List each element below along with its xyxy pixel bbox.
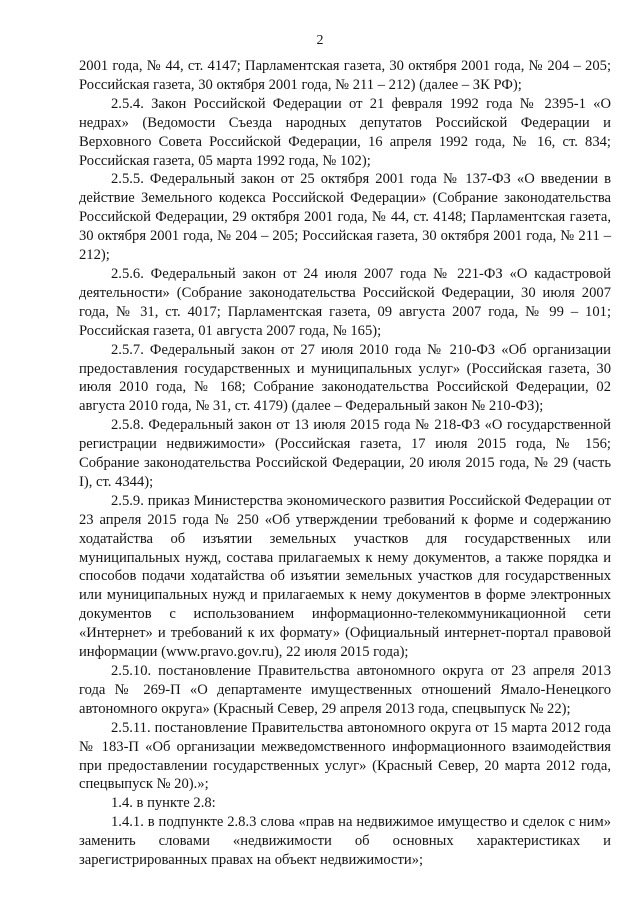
paragraph-1-4: 1.4. в пункте 2.8: xyxy=(111,795,216,812)
paragraph-2-5-8: 2.5.8. Федеральный закон от 13 июля 2015 года № 218-ФЗ «О государственной регистрации недвижимости» (Российская газета, 17 июля 2015 года, № 156; Собрание законодательства Российской Федерации, 20 июля 2015 года, № 29 (часть I), ст. 4344); xyxy=(79,417,611,490)
paragraph-2-5-7: 2.5.7. Федеральный закон от 27 июля 2010 года № 210-ФЗ «Об организации предоставления государственных и муниципальных услуг» (Российская газета, 30 июля 2010 года, № 168; Собрание законодательства Российской Федерации, 02 августа 2010 года, № 31, ст. 4179) (далее – Федеральный закон № 210-ФЗ); xyxy=(79,341,611,415)
paragraph-1-4-1: 1.4.1. в подпункте 2.8.3 слова «прав на недвижимое имущество и сделок с ним» заменить словами «недвижимости об основных характеристиках и зарегистрированных правах на объект недвижимости»; xyxy=(79,814,611,869)
paragraph-continuation: 2001 года, № 44, ст. 4147; Парламентская газета, 30 октября 2001 года, № 204 – 205; Российская газета, 30 октября 2001 года, № 211 – 212) (далее – ЗК РФ); xyxy=(79,58,611,93)
paragraph-2-5-4: 2.5.4. Закон Российской Федерации от 21 февраля 1992 года № 2395-1 «О недрах» (Ведомости Съезда народных депутатов Российской Федерации и Верховного Совета Российской Федерации, 16 апреля 1992 года, № 16, ст. 834; Российская газета, 05 марта 1992 года, № 102); xyxy=(79,95,611,169)
paragraph-2-5-11: 2.5.11. постановление Правительства автономного округа от 15 марта 2012 года № 183-П «Об организации межведомственного информационного взаимодействия при предоставлении государственных услуг» (Красный Север, 20 марта 2012 года, спецвыпуск № 20).»; xyxy=(79,719,611,793)
document-body xyxy=(79,57,611,870)
paragraph-2-5-6: 2.5.6. Федеральный закон от 24 июля 2007 года № 221-ФЗ «О кадастровой деятельности» (Собрание законодательства Российской Федерации, 30 июля 2007 года, № 31, ст. 4017; Парламентская газета, 09 августа 2007 года, № 99 – 101; Российская газета, 01 августа 2007 года, № 165); xyxy=(79,265,611,339)
paragraph-2-5-10: 2.5.10. постановление Правительства автономного округа от 23 апреля 2013 года № 269-П «О департаменте имущественных отношений Ямало-Ненецкого автономного округа» (Красный Север, 29 апреля 2013 года, спецвыпуск № 22); xyxy=(79,663,611,717)
page-number: 2 xyxy=(316,33,324,48)
paragraph-2-5-5: 2.5.5. Федеральный закон от 25 октября 2001 года № 137-ФЗ «О введении в действие Земельного кодекса Российской Федерации» (Собрание законодательства Российской Федерации, 29 октября 2001 года, № 44, ст. 4148; Парламентская газета, 30 октября 2001 года, № 204 – 205; Российская газета, 30 октября 2001 года, № 211 – 212); xyxy=(79,171,611,264)
paragraph-2-5-9: 2.5.9. приказ Министерства экономического развития Российской Федерации от 23 апреля 2015 года № 250 «Об утверждении требований к форме и содержанию ходатайства об изъятии земельных участков для государственных или муниципальных нужд, состава прилагаемых к нему документов, а также порядка и способов подачи ходатайства об изъятии земельных участков для государственных или муниципальных нужд и прилагаемых к нему документов в форме электронных документов с использованием информационно-телекоммуникационной сети «Интернет» и требований к их формату» (Официальный интернет-портал правовой информации (www.pravo.gov.ru), 22 июля 2015 года); xyxy=(79,492,611,661)
